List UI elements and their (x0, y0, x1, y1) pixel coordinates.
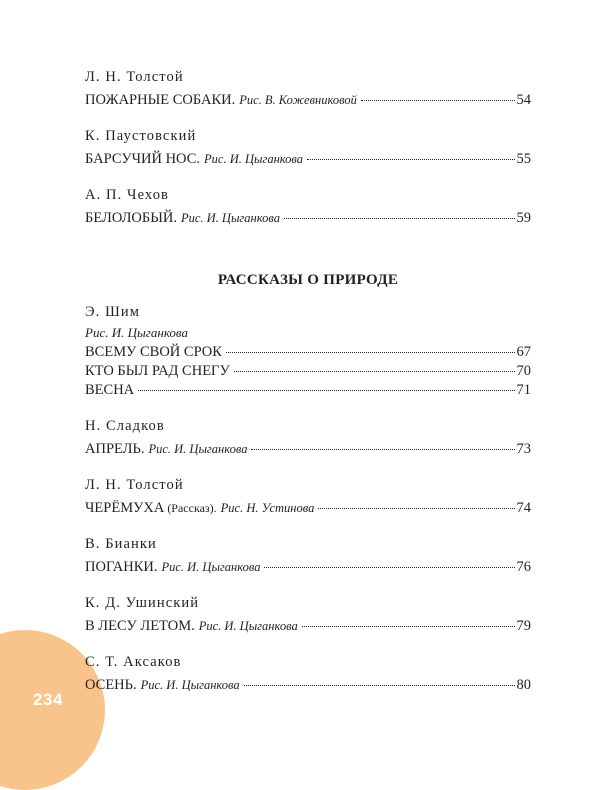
author-block (85, 653, 531, 695)
dot-leader (307, 159, 514, 160)
entry-illustrator: Рис. И. Цыганкова (204, 152, 304, 166)
entry-page-number: 79 (516, 618, 531, 634)
author-name: С. Т. Аксаков (85, 654, 182, 670)
dot-leader (361, 100, 515, 101)
entry-note: (Рассказ). (167, 501, 217, 515)
author-name: Н. Сладков (85, 418, 165, 434)
author-name: К. Д. Ушинский (85, 595, 200, 611)
author-block (85, 303, 531, 400)
dot-leader (318, 508, 514, 509)
entry-illustrator: Рис. И. Цыганкова (198, 619, 298, 633)
dot-leader (284, 218, 515, 219)
illustrator-credit: Рис. И. Цыганкова (85, 325, 188, 340)
entry-title: АПРЕЛЬ. (85, 441, 145, 457)
author-block (85, 127, 531, 169)
table-of-contents (85, 68, 531, 712)
toc-entry[interactable] (85, 150, 531, 169)
toc-entry[interactable] (85, 209, 531, 228)
entry-title: ВЕСНА (85, 382, 135, 398)
entry-illustrator: Рис. В. Кожевниковой (239, 93, 357, 107)
toc-entry[interactable] (85, 558, 531, 577)
entry-title: ОСЕНЬ. (85, 677, 137, 693)
entry-illustrator: Рис. Н. Устинова (220, 501, 315, 515)
page-number: 234 (33, 690, 63, 709)
toc-entry[interactable] (85, 499, 531, 518)
toc-entry[interactable] (85, 362, 531, 381)
entry-title: ВСЕМУ СВОЙ СРОК (85, 344, 222, 360)
entry-page-number: 73 (516, 441, 531, 457)
toc-entry[interactable] (85, 617, 531, 636)
entry-page-number: 76 (516, 559, 531, 575)
dot-leader (264, 567, 514, 568)
toc-entry[interactable] (85, 676, 531, 695)
author-name: Л. Н. Толстой (85, 477, 184, 493)
section-heading: РАССКАЗЫ О ПРИРОДЕ (217, 272, 399, 288)
entry-illustrator: Рис. И. Цыганкова (180, 211, 280, 225)
author-name: Э. Шим (85, 304, 140, 320)
entry-page-number: 71 (516, 382, 531, 398)
entry-page-number: 59 (516, 210, 531, 226)
entry-page-number: 54 (516, 92, 531, 108)
toc-entry[interactable] (85, 91, 531, 110)
dot-leader (226, 352, 515, 353)
dot-leader (234, 371, 515, 372)
author-block (85, 186, 531, 228)
entry-title: В ЛЕСУ ЛЕТОМ. (85, 618, 195, 634)
entry-page-number: 80 (516, 677, 531, 693)
dot-leader (244, 685, 515, 686)
entry-title: ПОЖАРНЫЕ СОБАКИ. (85, 92, 236, 108)
author-name: Л. Н. Толстой (85, 69, 184, 85)
entry-title: КТО БЫЛ РАД СНЕГУ (85, 363, 230, 379)
author-block (85, 535, 531, 577)
toc-entry[interactable] (85, 343, 531, 362)
toc-entry[interactable] (85, 381, 531, 400)
dot-leader (302, 626, 515, 627)
dot-leader (251, 449, 514, 450)
author-name: К. Паустовский (85, 128, 197, 144)
author-name: А. П. Чехов (85, 187, 170, 203)
author-block (85, 68, 531, 110)
entry-title: БАРСУЧИЙ НОС. (85, 151, 201, 167)
entry-illustrator: Рис. И. Цыганкова (148, 442, 248, 456)
entry-title: ПОГАНКИ. (85, 559, 158, 575)
entry-title: БЕЛОЛОБЫЙ. (85, 210, 177, 226)
author-block (85, 417, 531, 459)
entry-page-number: 70 (516, 363, 531, 379)
entry-illustrator: Рис. И. Цыганкова (140, 678, 240, 692)
entry-page-number: 55 (516, 151, 531, 167)
entry-illustrator: Рис. И. Цыганкова (161, 560, 261, 574)
toc-entry[interactable] (85, 440, 531, 459)
author-name: В. Бианки (85, 536, 157, 552)
entry-title: ЧЕРЁМУХА (85, 500, 165, 516)
entry-page-number: 74 (516, 500, 531, 516)
entry-page-number: 67 (516, 344, 531, 360)
author-block (85, 476, 531, 518)
author-block (85, 594, 531, 636)
dot-leader (138, 390, 514, 391)
